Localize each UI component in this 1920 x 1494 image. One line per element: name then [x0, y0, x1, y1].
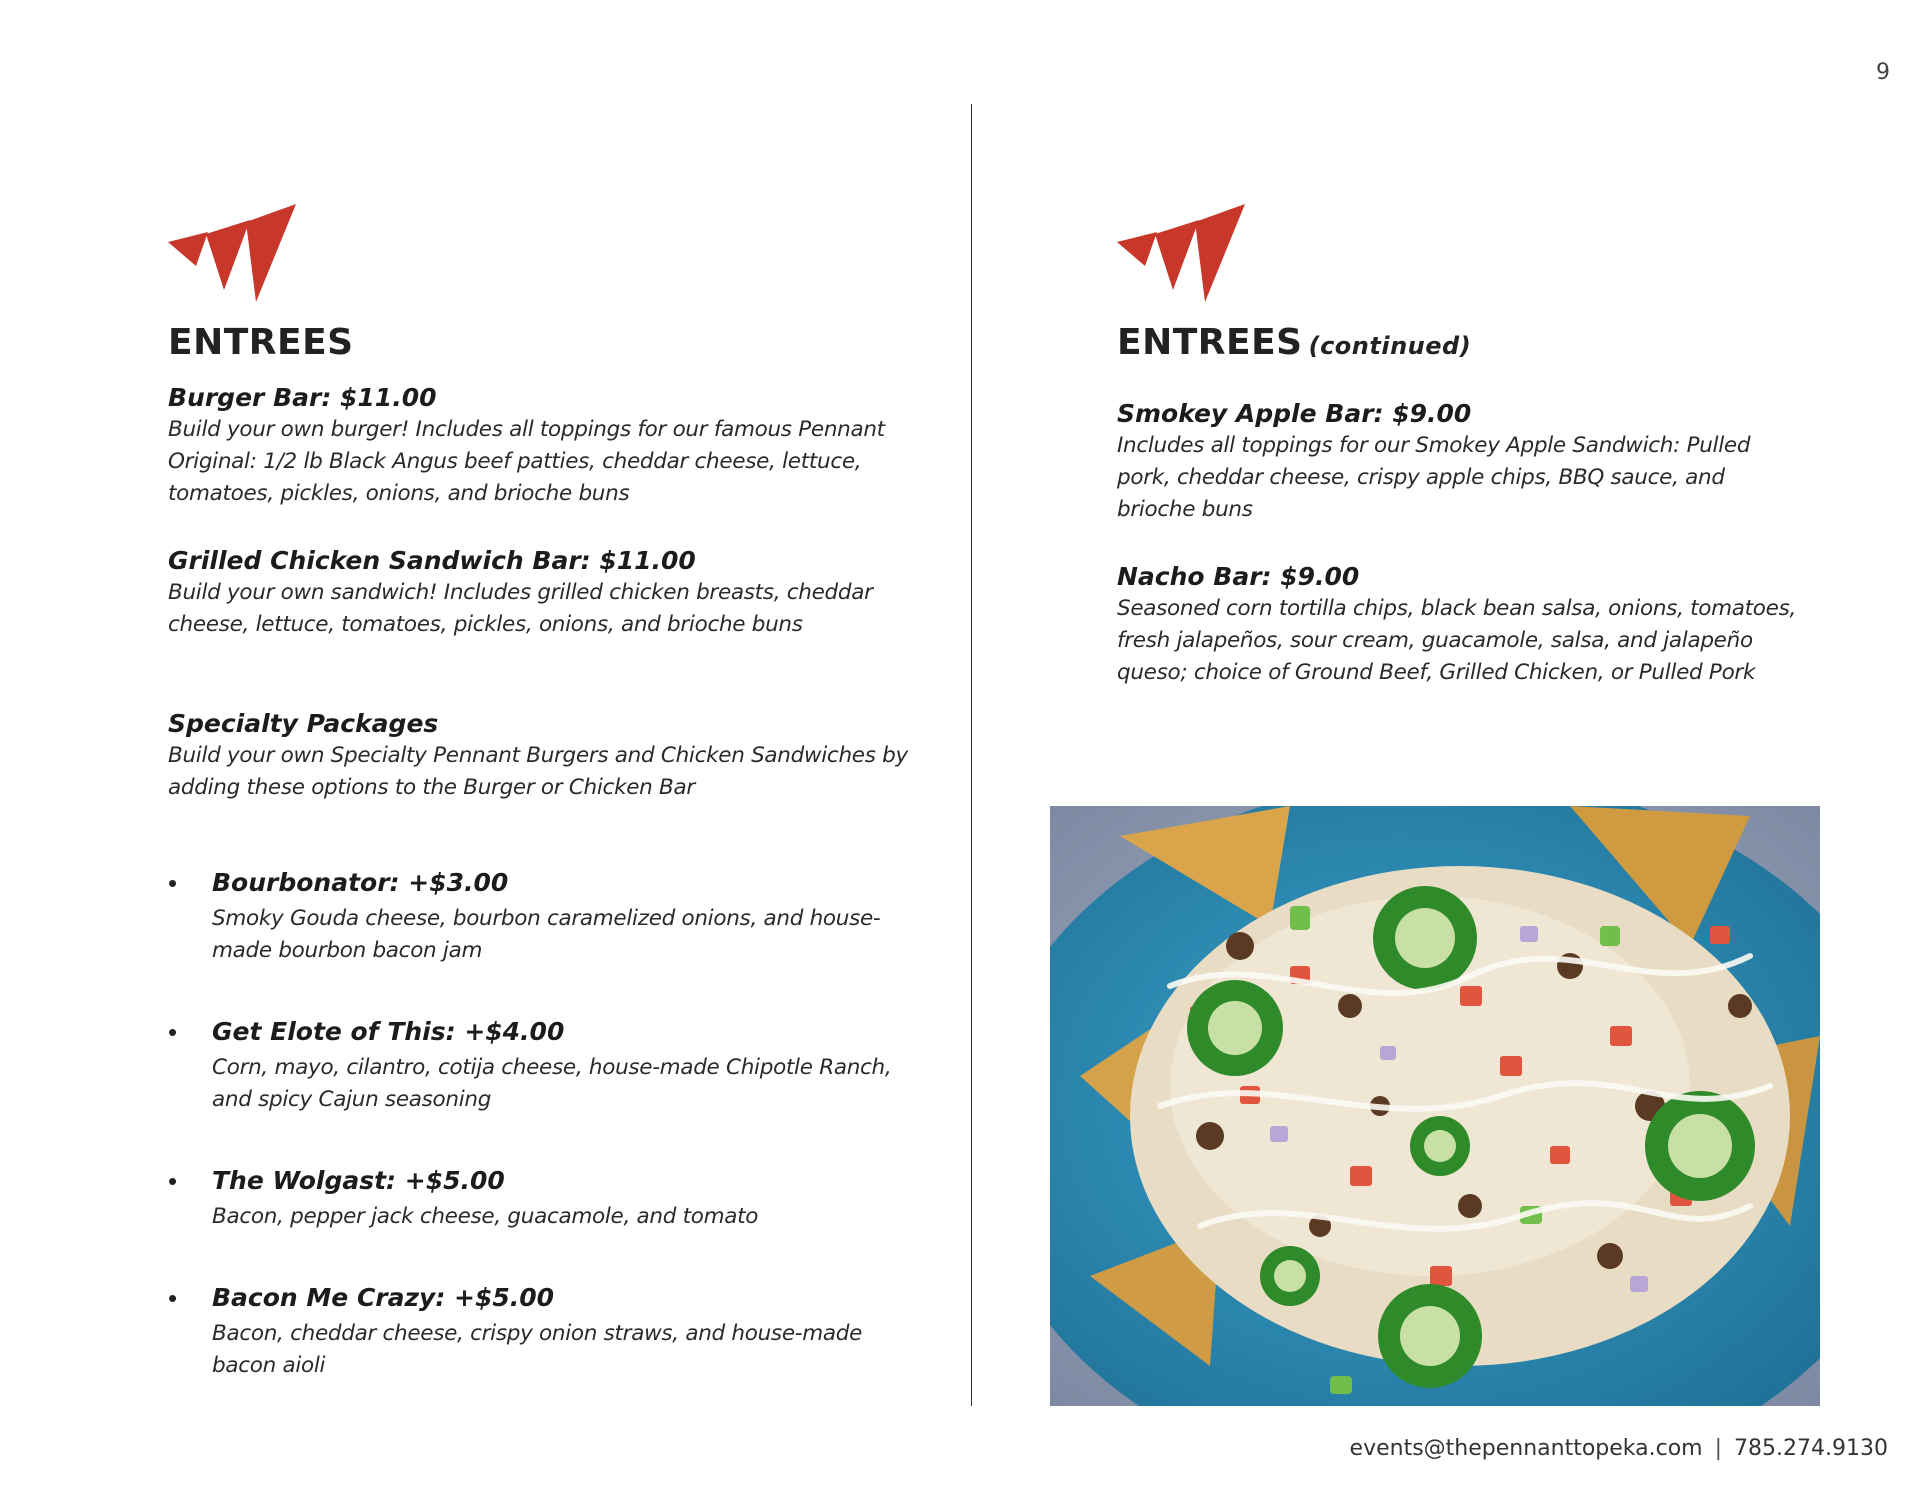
- item-title: Grilled Chicken Sandwich Bar: $11.00: [168, 546, 696, 575]
- item-description: Build your own sandwich! Includes grilled chicken breasts, cheddar cheese, lettuce, tomatoes, pickles, onions, and brioche buns: [168, 580, 873, 637]
- menu-item: [168, 383, 928, 510]
- footer-contact: [1350, 1436, 1888, 1461]
- list-item: [168, 1166, 928, 1233]
- pennant-logo-icon: [168, 198, 300, 302]
- item-title: Burger Bar: $11.00: [168, 383, 437, 412]
- addon-description: Corn, mayo, cilantro, cotija cheese, house-made Chipotle Ranch, and spicy Cajun seasoning: [212, 1055, 892, 1112]
- addon-list: [168, 868, 928, 1382]
- left-column: [168, 198, 928, 1382]
- section-title: ENTREES (continued): [1117, 322, 1472, 363]
- addon-description: Bacon, cheddar cheese, crispy onion straws, and house-made bacon aioli: [212, 1321, 862, 1378]
- addon-title: • Bourbonator: +$3.00: [212, 868, 509, 897]
- pennant-logo-icon: [1117, 198, 1249, 302]
- addon-title: • Bacon Me Crazy: +$5.00: [212, 1283, 555, 1312]
- footer-separator: |: [1714, 1436, 1723, 1461]
- nacho-photo: [1050, 806, 1820, 1406]
- item-description: Includes all toppings for our Smokey Apple Sandwich: Pulled pork, cheddar cheese, crispy apple chips, BBQ sauce, and brioche buns: [1117, 433, 1751, 522]
- item-description: Seasoned corn tortilla chips, black bean salsa, onions, tomatoes, fresh jalapeños, sour cream, guacamole, salsa, and jalapeño queso; choice of Ground Beef, Grilled Chicken, or Pulled Pork: [1117, 596, 1796, 685]
- list-item: [168, 868, 928, 967]
- list-item: [168, 1017, 928, 1116]
- right-column: [1117, 198, 1807, 689]
- list-item: [168, 1283, 928, 1382]
- item-title: Specialty Packages: [168, 709, 439, 738]
- item-description: Build your own Specialty Pennant Burgers and Chicken Sandwiches by adding these options to the Burger or Chicken Bar: [168, 743, 908, 800]
- item-title: Nacho Bar: $9.00: [1117, 562, 1360, 591]
- page-number: 9: [1876, 60, 1890, 85]
- menu-item: [168, 709, 928, 804]
- addon-title: • Get Elote of This: +$4.00: [212, 1017, 565, 1046]
- item-description: Build your own burger! Includes all toppings for our famous Pennant Original: 1/2 lb Black Angus beef patties, cheddar cheese, lettuce, tomatoes, pickles, onions, and brioche buns: [168, 417, 885, 506]
- column-divider: [971, 104, 972, 1406]
- addon-description: Bacon, pepper jack cheese, guacamole, and tomato: [212, 1204, 759, 1229]
- section-title: ENTREES: [168, 322, 354, 363]
- menu-item: [1117, 562, 1807, 689]
- footer-phone[interactable]: 785.274.9130: [1734, 1436, 1888, 1461]
- item-title: Smokey Apple Bar: $9.00: [1117, 399, 1472, 428]
- section-subtitle: (continued): [1308, 332, 1472, 360]
- addon-title: • The Wolgast: +$5.00: [212, 1166, 505, 1195]
- footer-email[interactable]: events@thepennanttopeka.com: [1349, 1436, 1703, 1461]
- nacho-plate-image: [1050, 806, 1820, 1406]
- menu-item: [168, 546, 928, 641]
- addon-description: Smoky Gouda cheese, bourbon caramelized onions, and house-made bourbon bacon jam: [212, 906, 881, 963]
- menu-item: [1117, 399, 1807, 526]
